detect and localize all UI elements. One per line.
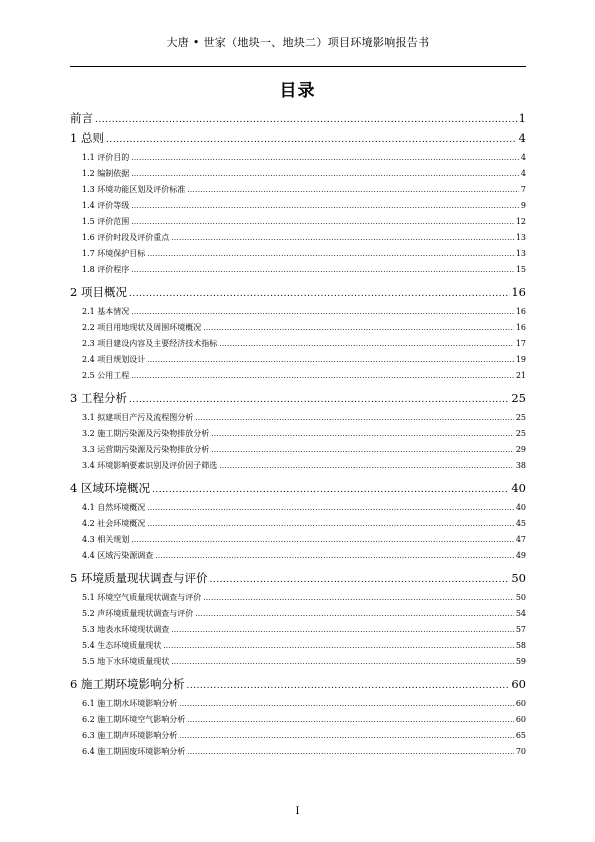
toc-entry-page: 49	[515, 551, 526, 560]
toc-chapter-entry[interactable]	[70, 110, 526, 126]
toc-section-entry[interactable]	[82, 200, 526, 212]
toc-chapter-entry[interactable]	[70, 130, 526, 146]
toc-section-entry[interactable]	[82, 248, 526, 260]
toc-entry-page: 19	[515, 355, 526, 364]
toc-entry-page: 16	[515, 307, 526, 316]
toc-entry-label: 前言	[70, 111, 93, 125]
toc-chapter-entry[interactable]	[70, 676, 526, 692]
toc-entry-label: 5.5 地下水环境质量现状	[82, 657, 170, 666]
toc-section-entry[interactable]	[82, 264, 526, 276]
toc-entry-label: 5.3 地表水环境现状调查	[82, 625, 170, 634]
toc-section-entry[interactable]	[82, 624, 526, 636]
toc-leader-dots	[131, 372, 514, 380]
toc-entry-label: 6.3 施工期声环境影响分析	[82, 731, 178, 740]
toc-entry-label: 5.1 环境空气质量现状调查与评价	[82, 593, 202, 602]
toc-leader-dots	[203, 324, 514, 332]
toc-leader-dots	[179, 700, 514, 708]
toc-entry-page: 45	[515, 519, 526, 528]
toc-leader-dots	[187, 186, 519, 194]
toc-section-entry[interactable]	[82, 168, 526, 180]
toc-leader-dots	[147, 520, 514, 528]
toc-leader-dots	[195, 414, 514, 422]
toc-entry-label: 1.8 评价程序	[82, 265, 130, 274]
toc-entry-page: 40	[515, 503, 526, 512]
toc-entry-page: 4	[520, 153, 526, 162]
toc-leader-dots	[179, 732, 514, 740]
toc-section-entry[interactable]	[82, 608, 526, 620]
toc-leader-dots	[155, 552, 514, 560]
toc-entry-label: 3.4 环境影响要素识别及评价因子筛选	[82, 461, 218, 470]
toc-section-entry[interactable]	[82, 152, 526, 164]
toc-chapter-entry[interactable]	[70, 480, 526, 496]
toc-entry-page: 25	[515, 429, 526, 438]
toc-entry-label: 1.2 编制依据	[82, 169, 130, 178]
toc-section-entry[interactable]	[82, 502, 526, 514]
running-header: 大唐 • 世家（地块一、地块二）项目环境影响报告书	[166, 36, 430, 49]
toc-leader-dots	[187, 748, 514, 756]
toc-entry-page: 70	[515, 747, 526, 756]
toc-leader-dots	[186, 681, 509, 691]
toc-leader-dots	[131, 218, 514, 226]
toc-leader-dots	[195, 610, 514, 618]
toc-leader-dots	[95, 115, 517, 125]
toc-entry-label: 1.1 评价目的	[82, 153, 130, 162]
toc-leader-dots	[211, 430, 514, 438]
toc-entry-label: 1.3 环境功能区划及评价标准	[82, 185, 186, 194]
toc-chapter-entry[interactable]	[70, 390, 526, 406]
toc-section-entry[interactable]	[82, 184, 526, 196]
toc-entry-page: 58	[515, 641, 526, 650]
toc-entry-page: 4	[518, 131, 526, 145]
toc-entry-page: 4	[520, 169, 526, 178]
toc-leader-dots	[131, 170, 519, 178]
toc-leader-dots	[187, 716, 514, 724]
toc-leader-dots	[211, 446, 514, 454]
toc-section-entry[interactable]	[82, 714, 526, 726]
toc-entry-page: 50	[515, 593, 526, 602]
toc-entry-label: 4.1 自然环境概况	[82, 503, 146, 512]
toc-leader-dots	[219, 340, 514, 348]
toc-entry-page: 50	[511, 571, 526, 585]
toc-entry-label: 6.1 施工期水环境影响分析	[82, 699, 178, 708]
toc-chapter-entry[interactable]	[70, 570, 526, 586]
toc-title: 目录	[279, 81, 316, 101]
header-rule	[70, 66, 526, 67]
toc-entry-page: 17	[515, 339, 526, 348]
toc-entry-page: 16	[511, 285, 526, 299]
toc-leader-dots	[152, 485, 509, 495]
toc-entry-label: 2 项目概况	[70, 285, 127, 299]
toc-leader-dots	[131, 308, 514, 316]
toc-entry-label: 5.4 生态环境质量现状	[82, 641, 162, 650]
toc-section-entry[interactable]	[82, 698, 526, 710]
toc-entry-page: 65	[515, 731, 526, 740]
toc-section-entry[interactable]	[82, 370, 526, 382]
toc-leader-dots	[129, 289, 509, 299]
toc-entry-label: 4.3 相关规划	[82, 535, 130, 544]
toc-leader-dots	[171, 234, 514, 242]
toc-leader-dots	[131, 154, 519, 162]
toc-leader-dots	[203, 594, 514, 602]
toc-entry-label: 3.2 施工期污染源及污染物排放分析	[82, 429, 210, 438]
toc-entry-page: 57	[515, 625, 526, 634]
toc-leader-dots	[131, 536, 514, 544]
toc-entry-label: 2.3 项目建设内容及主要经济技术指标	[82, 339, 218, 348]
toc-section-entry[interactable]	[82, 730, 526, 742]
toc-leader-dots	[147, 356, 514, 364]
toc-entry-label: 1.7 环境保护目标	[82, 249, 146, 258]
toc-entry-label: 1.5 评价范围	[82, 217, 130, 226]
toc-section-entry[interactable]	[82, 412, 526, 424]
toc-entry-label: 6.4 施工期固废环境影响分析	[82, 747, 186, 756]
toc-leader-dots	[219, 462, 514, 470]
toc-entry-page: 1	[518, 111, 526, 125]
toc-entry-page: 25	[515, 413, 526, 422]
page-number: I	[295, 806, 300, 817]
toc-entry-page: 60	[511, 677, 526, 691]
toc-entry-page: 13	[515, 233, 526, 242]
toc-entry-label: 4 区域环境概况	[70, 481, 150, 495]
toc-section-entry[interactable]	[82, 640, 526, 652]
toc-chapter-entry[interactable]	[70, 284, 526, 300]
toc-entry-page: 15	[515, 265, 526, 274]
toc-entry-page: 9	[520, 201, 526, 210]
toc-section-entry[interactable]	[82, 216, 526, 228]
toc-leader-dots	[171, 626, 514, 634]
toc-entry-label: 1 总则	[70, 131, 104, 145]
toc-section-entry[interactable]	[82, 338, 526, 350]
toc-entry-page: 29	[515, 445, 526, 454]
toc-section-entry[interactable]	[82, 444, 526, 456]
toc-section-entry[interactable]	[82, 354, 526, 366]
toc-entry-label: 3.1 拟建项目产污及流程图分析	[82, 413, 194, 422]
toc-entry-label: 4.4 区域污染源调查	[82, 551, 154, 560]
toc-leader-dots	[171, 658, 514, 666]
toc-leader-dots	[129, 395, 509, 405]
toc-entry-page: 16	[515, 323, 526, 332]
toc-section-entry[interactable]	[82, 656, 526, 668]
toc-leader-dots	[131, 202, 519, 210]
toc-entry-page: 60	[515, 699, 526, 708]
toc-entry-label: 1.6 评价时段及评价重点	[82, 233, 170, 242]
toc-section-entry[interactable]	[82, 428, 526, 440]
toc-entry-page: 60	[515, 715, 526, 724]
toc-entry-label: 2.2 项目用地现状及周围环境概况	[82, 323, 202, 332]
toc-entry-label: 3.3 运营期污染源及污染物排放分析	[82, 445, 210, 454]
toc-leader-dots	[147, 250, 514, 258]
toc-entry-label: 5 环境质量现状调查与评价	[70, 571, 208, 585]
toc-section-entry[interactable]	[82, 232, 526, 244]
toc-section-entry[interactable]	[82, 592, 526, 604]
toc-entry-label: 5.2 声环境质量现状调查与评价	[82, 609, 194, 618]
toc-entry-label: 6 施工期环境影响分析	[70, 677, 185, 691]
toc-entry-label: 6.2 施工期环境空气影响分析	[82, 715, 186, 724]
toc-entry-label: 2.4 项目规划设计	[82, 355, 146, 364]
toc-section-entry[interactable]	[82, 322, 526, 334]
toc-entry-page: 25	[511, 391, 526, 405]
toc-entry-label: 2.1 基本情况	[82, 307, 130, 316]
toc-section-entry[interactable]	[82, 746, 526, 758]
toc-leader-dots	[209, 575, 509, 585]
toc-leader-dots	[163, 642, 514, 650]
toc-section-entry[interactable]	[82, 550, 526, 562]
toc-section-entry[interactable]	[82, 306, 526, 318]
toc-leader-dots	[131, 266, 514, 274]
toc-section-entry[interactable]	[82, 534, 526, 546]
toc-section-entry[interactable]	[82, 518, 526, 530]
toc-entry-page: 7	[520, 185, 526, 194]
toc-entry-page: 13	[515, 249, 526, 258]
toc-entry-page: 21	[515, 371, 526, 380]
toc-entry-label: 2.5 公用工程	[82, 371, 130, 380]
toc-entry-label: 1.4 评价等级	[82, 201, 130, 210]
toc-entry-page: 12	[515, 217, 526, 226]
toc-leader-dots	[147, 504, 514, 512]
toc-entry-page: 38	[515, 461, 526, 470]
toc-entry-label: 4.2 社会环境概况	[82, 519, 146, 528]
toc-entry-page: 59	[515, 657, 526, 666]
toc-entry-label: 3 工程分析	[70, 391, 127, 405]
toc-entry-page: 40	[511, 481, 526, 495]
toc-section-entry[interactable]	[82, 460, 526, 472]
toc-leader-dots	[106, 135, 517, 145]
toc-entry-page: 54	[515, 609, 526, 618]
toc-entry-page: 47	[515, 535, 526, 544]
